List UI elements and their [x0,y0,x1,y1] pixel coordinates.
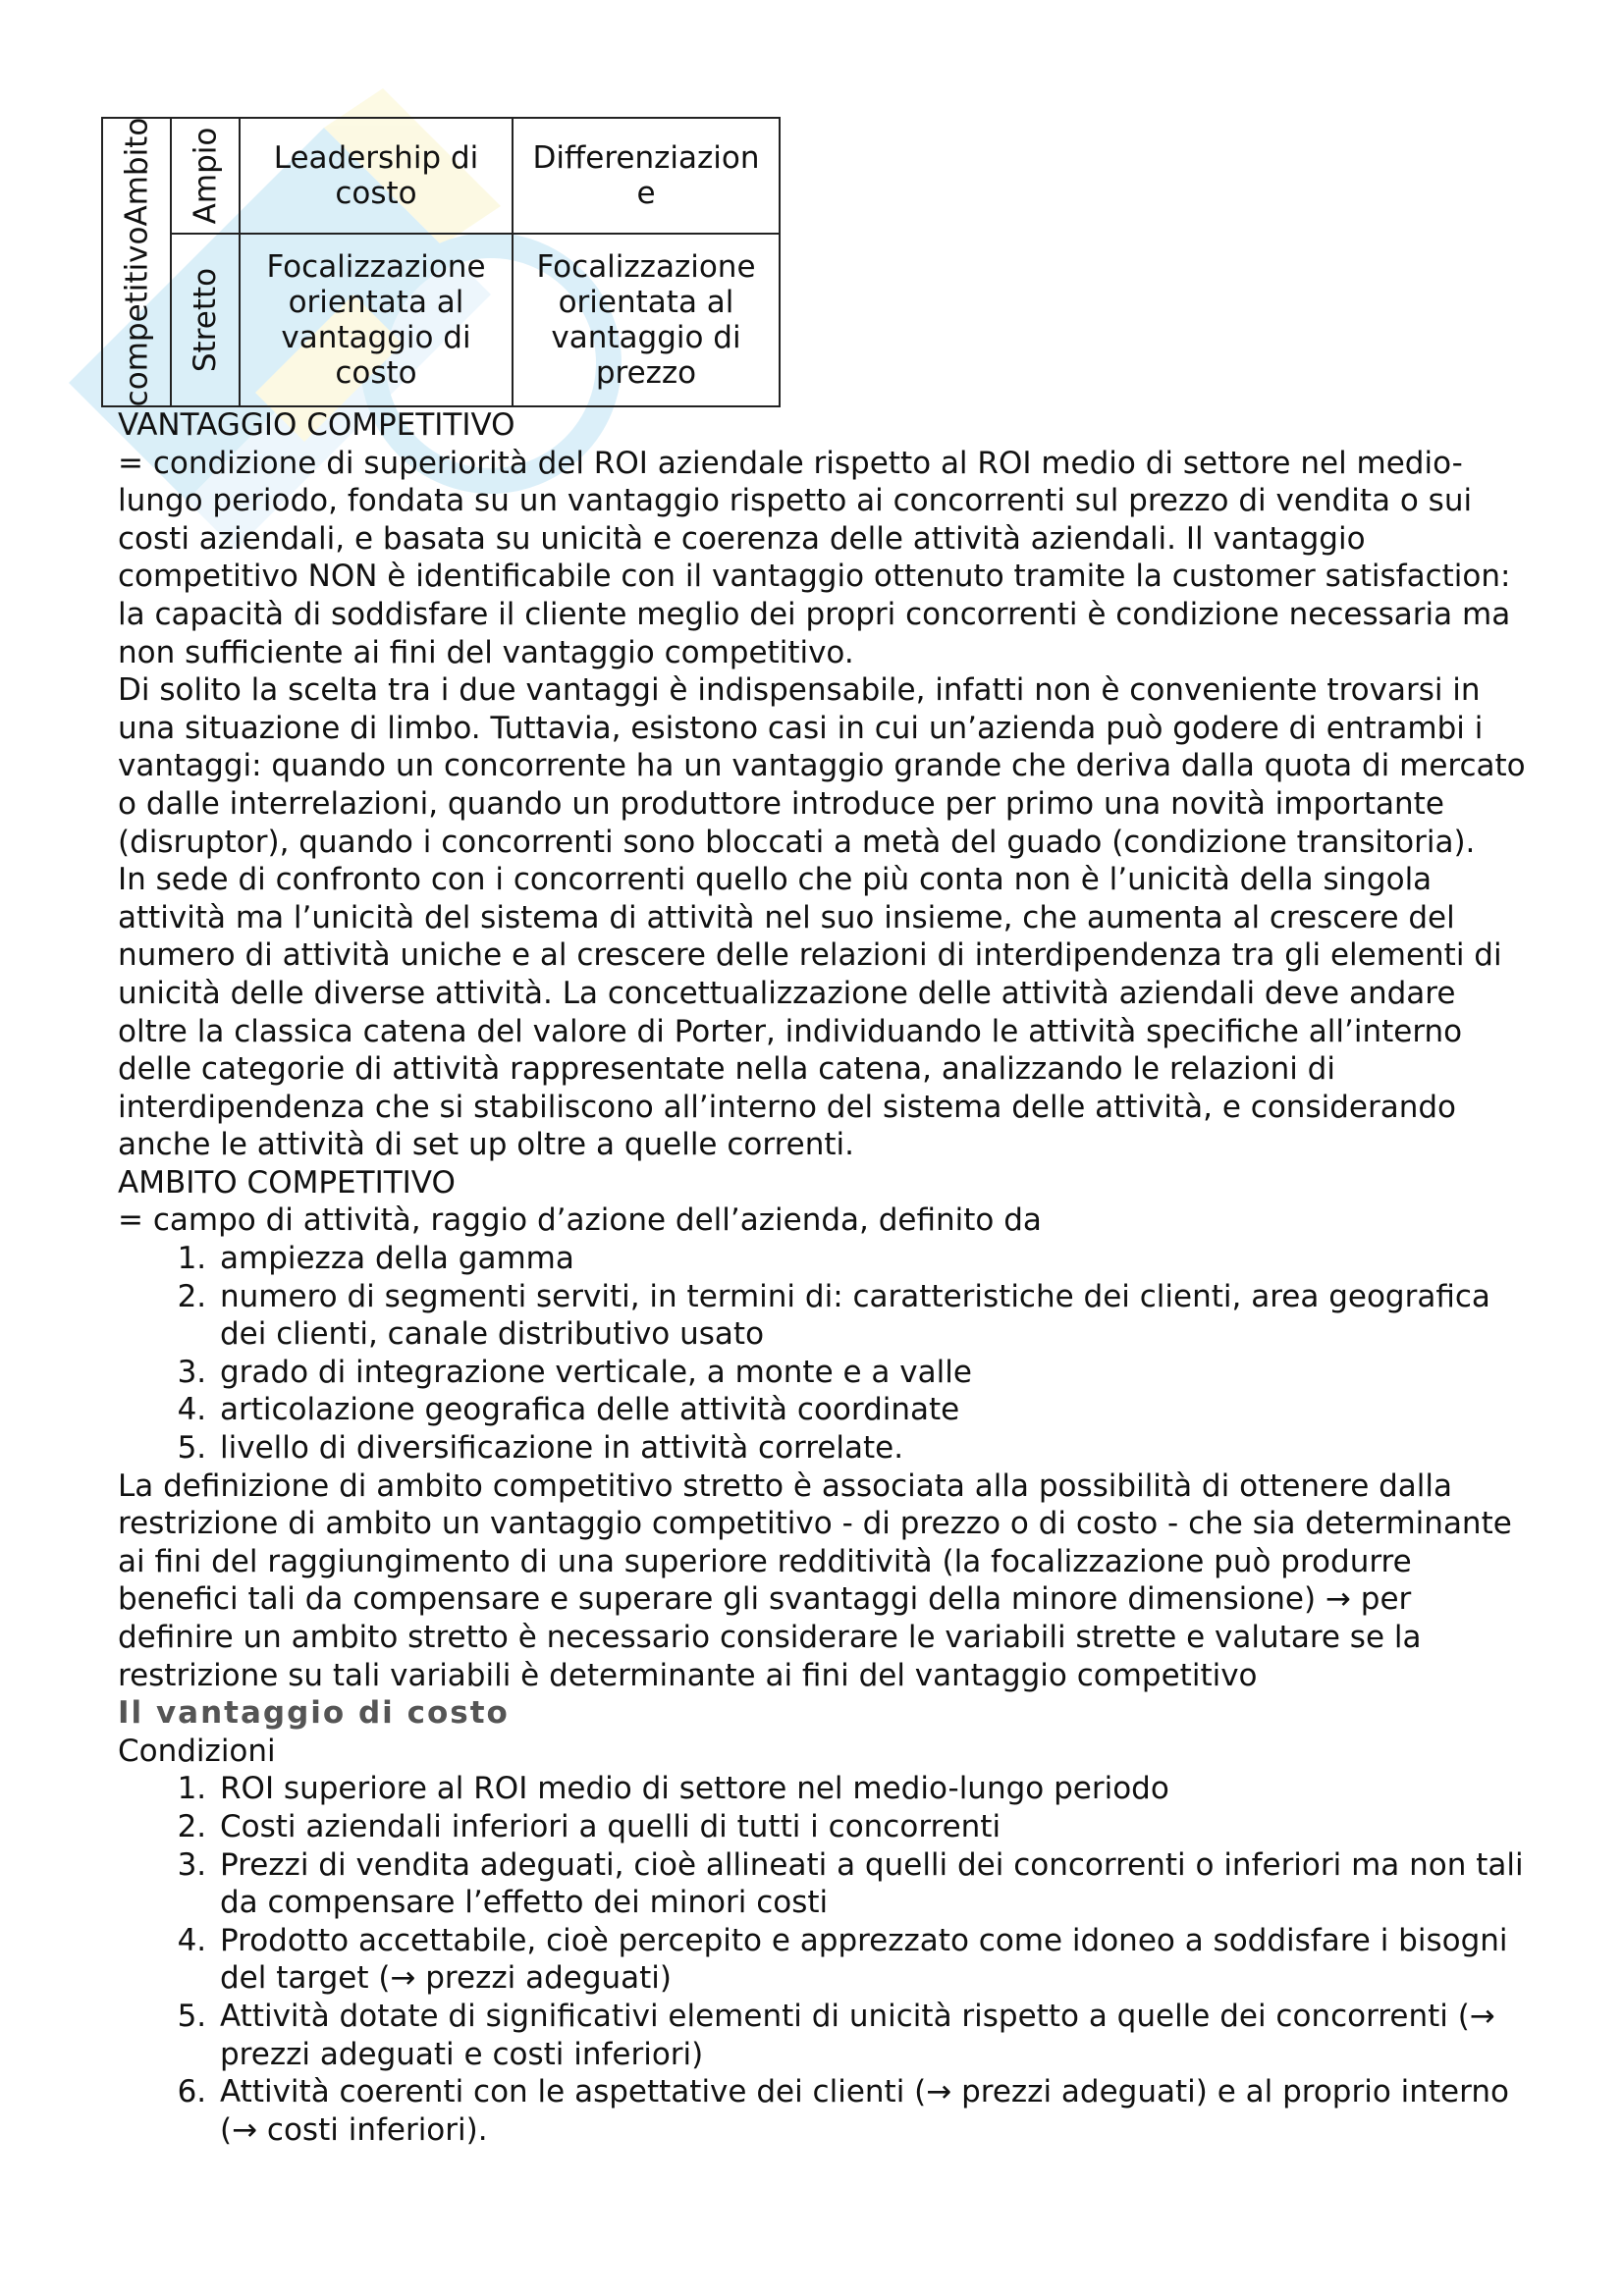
paragraph: In sede di confronto con i concorrenti quello che più conta non è l’unicità della singola attività ma l’unicità del sistema di attività nel suo insieme, che aumenta al crescere del numero di attività uniche e al crescere delle relazioni di interdipendenza tra gli elementi di unicità delle diverse attività. La concettualizzazione delle attività aziendali deve andare oltre la classica catena del valore di Porter, individuando le attività specifiche all’interno delle categorie di attività rappresentate nella catena, analizzando le relazioni di interdipendenza che si stabiliscono all’interno del sistema delle attività, e considerando anche le attività di set up oltre a quelle correnti. [118,862,1502,1163]
matrix-cell-text: Leadership di costo [273,140,479,211]
row-label-cell-ampio [172,119,241,235]
list-item: 5. Attività dotate di significativi elementi di unicità rispetto a quelle dei concorrenti (→ prezzi adeguati e costi inferiori) [216,1998,1532,2073]
ambito-list [118,1240,1532,1468]
matrix-cell [241,119,514,235]
document-body [118,406,1532,2149]
row-label-ampio: Ampio [188,127,224,225]
matrix-cell-text: Differenziazion e [532,140,760,211]
list-item: 6. Attività coerenti con le aspettative dei clienti (→ prezzi adeguati) e al proprio interno (→ costi inferiori). [216,2073,1532,2149]
list-item: 5. livello di diversificazione in attività correlate. [216,1429,1532,1468]
paragraph: = campo di attività, raggio d’azione dell’azienda, definito da [118,1202,1042,1239]
competitive-matrix [101,117,781,407]
paragraph: La definizione di ambito competitivo stretto è associata alla possibilità di ottenere dalla restrizione di ambito un vantaggio competitivo - di prezzo o di costo - che sia determinante ai fini del raggiungimento di una superiore redditività (la focalizzazione può produrre benefici tali da compensare e superare gli svantaggi della minore dimensione) → per definire un ambito stretto è necessario considerare le variabili strette e valutare se la restrizione su tali variabili è determinante ai fini del vantaggio competitivo [118,1468,1512,1693]
row-label-cell-stretto [172,235,241,405]
list-item: 1. ampiezza della gamma [216,1240,1532,1278]
list-item: 1. ROI superiore al ROI medio di settore nel medio-lungo periodo [216,1770,1532,1808]
matrix-cell [514,119,779,235]
matrix-cell-text: Focalizzazione orientata al vantaggio di costo [266,249,486,391]
list-item: 3. Prezzi di vendita adeguati, cioè allineati a quelli dei concorrenti o inferiori ma non tali da compensare l’effetto dei minori costi [216,1846,1532,1922]
list-item: 4. Prodotto accettabile, cioè percepito e apprezzato come idoneo a soddisfare i bisogni del target (→ prezzi adeguati) [216,1922,1532,1998]
section-heading-vantaggio: VANTAGGIO COMPETITIVO [118,407,515,443]
list-item: 2. Costi aziendali inferiori a quelli di tutti i concorrenti [216,1808,1532,1846]
paragraph: = condizione di superiorità del ROI aziendale rispetto al ROI medio di settore nel medio-lungo periodo, fondata su un vantaggio rispetto ai concorrenti sul prezzo di vendita o sui costi aziendali, e basata su unicità e coerenza delle attività aziendali. Il vantaggio competitivo NON è identificabile con il vantaggio ottenuto tramite la customer satisfaction: la capacità di soddisfare il cliente meglio dei propri concorrenti è condizione necessaria ma non sufficiente ai fini del vantaggio competitivo. [118,445,1511,670]
list-item: 4. articolazione geografica delle attività coordinate [216,1391,1532,1429]
axis-label: competitivoAmbito [119,117,154,407]
list-item: 3. grado di integrazione verticale, a monte e a valle [216,1354,1532,1392]
subheading-vantaggio-costo: Il vantaggio di costo [118,1695,510,1732]
costo-list [118,1770,1532,2149]
list-item: 2. numero di segmenti serviti, in termini di: caratteristiche dei clienti, area geografica dei clienti, canale distributivo usato [216,1278,1532,1354]
section-heading-ambito: AMBITO COMPETITIVO [118,1164,456,1201]
matrix-cell [514,235,779,405]
axis-label-cell [103,119,172,405]
matrix-cell [241,235,514,405]
paragraph: Condizioni [118,1733,276,1769]
row-label-stretto: Stretto [188,267,223,373]
matrix-cell-text: Focalizzazione orientata al vantaggio di prezzo [536,249,756,391]
paragraph: Di solito la scelta tra i due vantaggi è indispensabile, infatti non è conveniente trovarsi in una situazione di limbo. Tuttavia, esistono casi in cui un’azienda può godere di entrambi i vantaggi: quando un concorrente ha un vantaggio grande che deriva dalla quota di mercato o dalle interrelazioni, quando un produttore introduce per primo una novità importante (disruptor), quando i concorrenti sono bloccati a metà del guado (condizione transitoria). [118,672,1526,860]
